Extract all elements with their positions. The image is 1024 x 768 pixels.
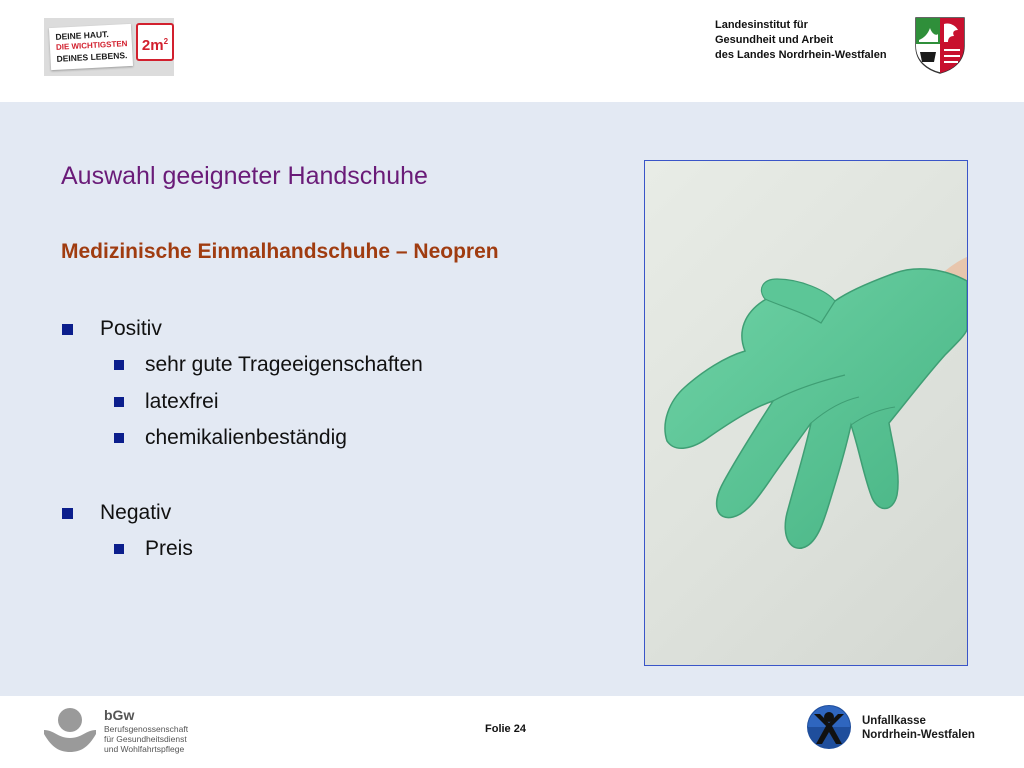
bullet-label: Preis [145,537,193,560]
institute-name [715,18,905,63]
green-glove-icon [645,161,967,665]
bullet-label: Negativ [100,501,172,524]
slide-title: Auswahl geeigneter Handschuhe [61,162,428,190]
campaign-card [49,24,133,70]
unfallkasse-line-1: Unfallkasse [862,715,926,727]
campaign-line-3: DEINES LEBENS. [56,50,128,64]
square-bullet-icon [62,508,73,519]
unfallkasse-emblem-icon [806,704,852,750]
campaign-line-1: DEINE HAUT. [55,29,109,42]
bgw-emblem-icon [44,704,96,752]
square-bullet-icon [114,433,124,443]
slide-subtitle: Medizinische Einmalhandschuhe – Neopren [61,240,499,263]
campaign-badge [136,23,174,61]
slide-number: Folie 24 [485,723,526,735]
unfallkasse-line-2: Nordrhein-Westfalen [862,729,975,741]
bullet-label: latexfrei [145,390,219,413]
bgw-name: bGw [104,707,135,723]
nrw-coat-of-arms-icon [914,16,966,74]
bgw-logo [44,704,204,754]
square-bullet-icon [62,324,73,335]
bgw-line-3: und Wohlfahrtspflege [104,744,185,754]
glove-photo [644,160,968,666]
bullet-label: chemikalienbeständig [145,426,347,449]
square-bullet-icon [114,397,124,407]
bullet-label: sehr gute Trageeigenschaften [145,353,423,376]
bullet-label: Positiv [100,317,162,340]
bgw-line-2: für Gesundheitsdienst [104,734,187,744]
campaign-line-2: DIE WICHTIGSTEN [55,39,128,52]
unfallkasse-logo [806,704,976,754]
campaign-logo [44,18,174,76]
square-bullet-icon [114,360,124,370]
header-bar [0,0,1024,102]
institute-line-3: des Landes Nordrhein-Westfalen [715,49,887,61]
institute-line-2: Gesundheit und Arbeit [715,34,834,46]
campaign-badge-sup: 2 [163,37,169,46]
square-bullet-icon [114,544,124,554]
bgw-line-1: Berufsgenossenschaft [104,724,189,734]
institute-line-1: Landesinstitut für [715,19,808,31]
campaign-badge-text: 2m [141,37,164,54]
